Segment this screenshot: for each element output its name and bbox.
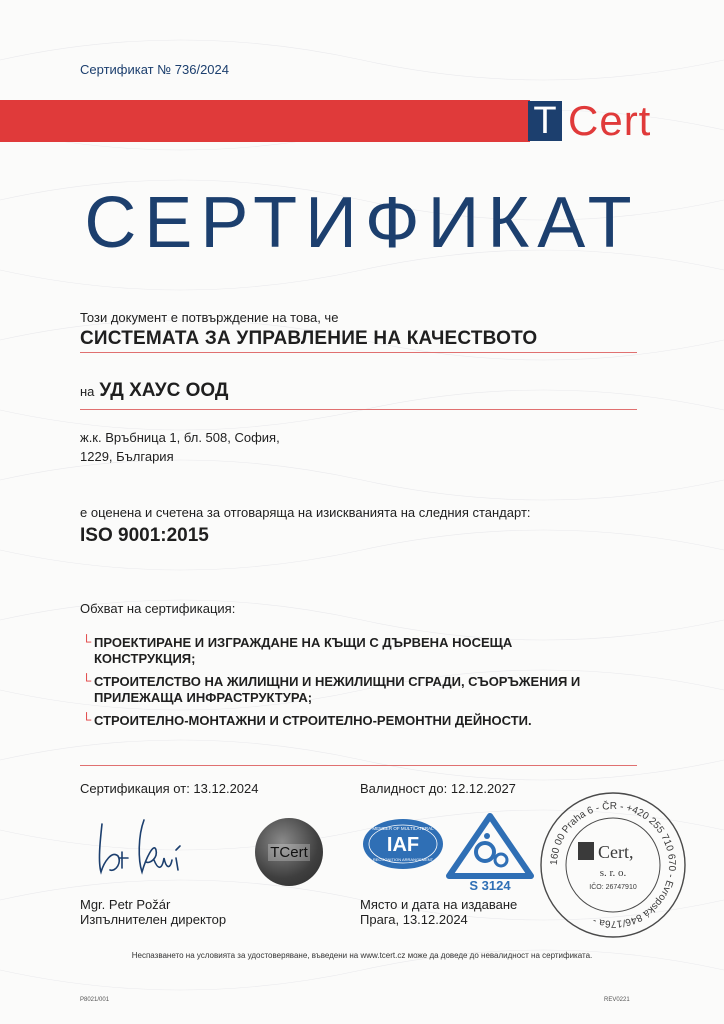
divider-rule	[80, 409, 637, 410]
footer-note: Неспазването на условията за удостоверяване, въведени на www.tcert.cz може да доведе до невалидност на сертификата.	[131, 951, 593, 960]
stamp-ring-text: 160 00 Praha 6 - ČR - +420 255 710 670 - Evropská 846/176a -	[548, 800, 678, 930]
iaf-logo	[362, 818, 444, 870]
revision-code: REV0221	[604, 997, 630, 1003]
certificate-number: Сертификат № 736/2024	[80, 62, 229, 77]
logo-t-box: T	[528, 101, 562, 141]
scope-item-text: СТРОИТЕЛНО-МОНТАЖНИ И СТРОИТЕЛНО-РЕМОНТНИ ДЕЙНОСТИ.	[94, 713, 532, 728]
stamp-ico: IČO: 26747910	[589, 884, 637, 891]
scope-item	[82, 713, 602, 729]
company-stamp	[538, 790, 688, 940]
stamp-suffix: s. r. o.	[599, 867, 627, 879]
divider-rule	[80, 765, 637, 766]
tcert-logo	[528, 98, 651, 144]
signer-role: Изпълнителен директор	[80, 912, 227, 927]
organization-address	[80, 428, 280, 466]
organization-name: УД ХАУС ООД	[99, 380, 229, 401]
document-title: СЕРТИФИКАТ	[84, 183, 640, 263]
scope-mark: └	[82, 673, 92, 688]
scope-mark: └	[82, 634, 92, 649]
iaf-top-text: MEMBER OF MULTILATERAL	[372, 826, 434, 831]
iaf-main-text: IAF	[386, 834, 420, 856]
scope-item	[82, 674, 602, 706]
assessment-text: е оценена и счетена за отговаряща на изискванията на следния стандарт:	[80, 505, 531, 520]
document-code: P8021/001	[80, 997, 110, 1003]
address-line: ж.к. Връбница 1, бл. 508, София,	[80, 430, 280, 445]
signature-image	[92, 812, 192, 884]
hologram-text: TCert	[270, 843, 308, 861]
address-line: 1229, България	[80, 449, 174, 464]
system-title: СИСТЕМАТА ЗА УПРАВЛЕНИЕ НА КАЧЕСТВОТО	[80, 328, 538, 349]
iaf-bottom-text: RECOGNITION ARRANGEMENT	[372, 857, 434, 862]
header-red-band	[0, 100, 530, 142]
hologram-seal	[255, 818, 323, 886]
divider-rule	[80, 352, 637, 353]
scope-list	[82, 635, 602, 736]
organization-line	[80, 380, 228, 402]
stamp-company: Cert,	[598, 842, 634, 862]
scope-item	[82, 635, 602, 667]
signer-name: Mgr. Petr Požár	[80, 897, 171, 912]
scope-item-text: ПРОЕКТИРАНЕ И ИЗГРАЖДАНЕ НА КЪЩИ С ДЪРВЕНА НОСЕЩА КОНСТРУКЦИЯ;	[94, 635, 513, 666]
certification-date: Сертификация от: 13.12.2024	[80, 781, 259, 796]
intro-text: Този документ е потвърждение на това, че	[80, 310, 339, 325]
logo-cert-word: Cert	[568, 97, 652, 144]
svg-text:160 00 Praha 6 - ČR - +420 255	[549, 799, 677, 929]
scope-mark: └	[82, 712, 92, 727]
accreditation-number: S 3124	[469, 878, 511, 892]
issue-place-label: Място и дата на издаване	[360, 897, 518, 912]
issue-place-value: Прага, 13.12.2024	[360, 912, 468, 927]
accreditation-logo	[445, 812, 535, 892]
scope-label: Обхват на сертификация:	[80, 601, 236, 616]
organization-prefix: на	[80, 384, 95, 399]
scope-item-text: СТРОИТЕЛСТВО НА ЖИЛИЩНИ И НЕЖИЛИЩНИ СГРАДИ, СЪОРЪЖЕНИЯ И ПРИЛЕЖАЩА ИНФРАСТРУКТУРА;	[94, 674, 581, 705]
standard-name: ISO 9001:2015	[80, 525, 209, 546]
validity-date: Валидност до: 12.12.2027	[360, 781, 516, 796]
